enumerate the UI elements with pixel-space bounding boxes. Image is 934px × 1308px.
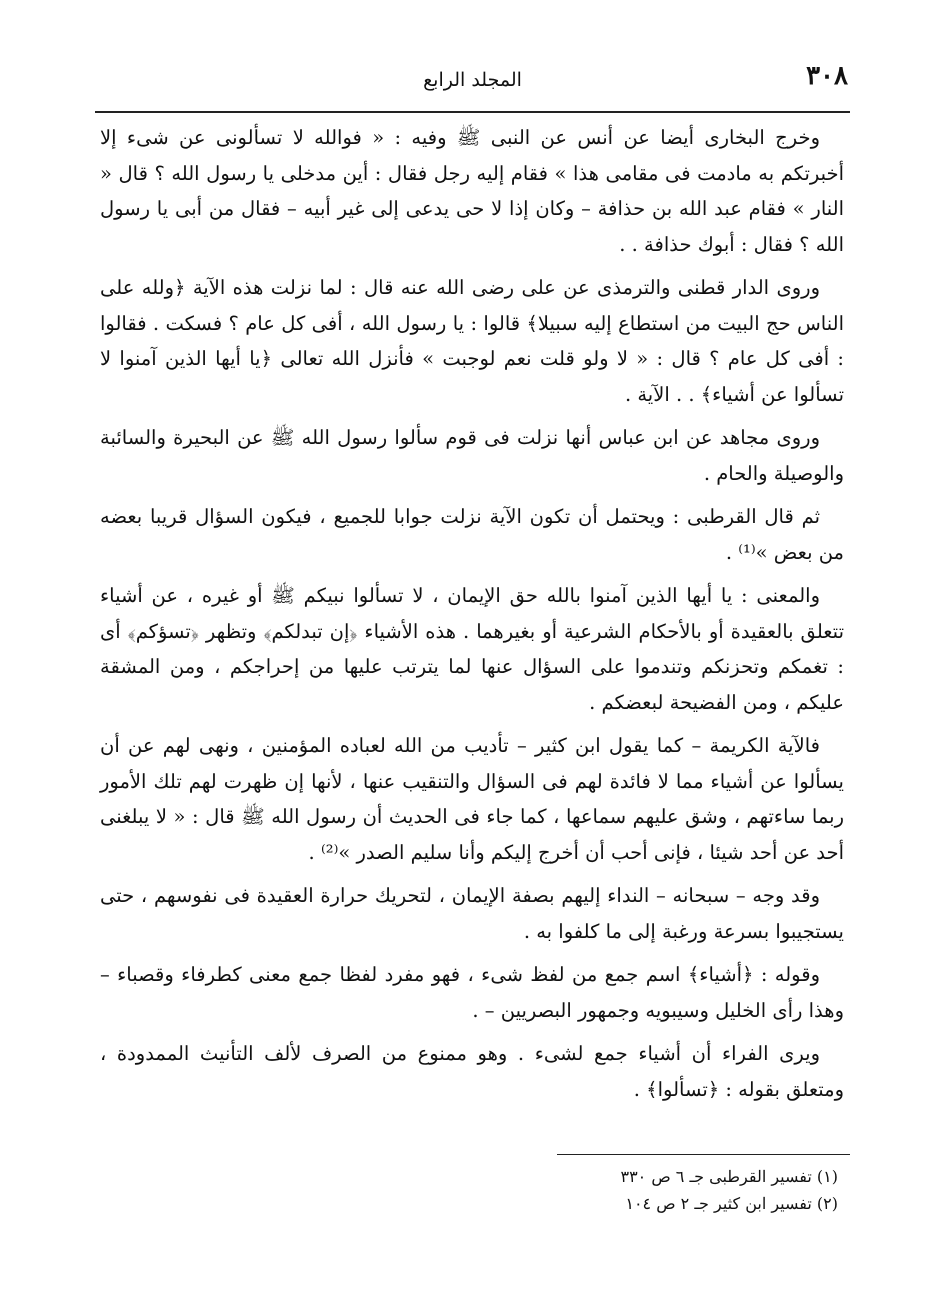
- paragraph-iman-call: وقد وجه – سبحانه – النداء إليهم بصفة الإيمان ، لتحريك حرارة العقيدة فى نفوسهم ، حتى يستجيبوا بسرعة ورغبة إلى ما كلفوا به .: [100, 884, 844, 943]
- paragraph-meaning: والمعنى : يا أيها الذين آمنوا بالله حق الإيمان ، لا تسألوا نبيكم ﷺ أو غيره ، عن أشياء تتعلق بالعقيدة أو بالأحكام الشرعية أو بغيرهما . هذه الأشياء ﴿إن تبدلكم﴾ وتظهر ﴿تسؤكم﴾ أى : تغمكم وتحزنكم وتندموا على السؤال عنها لما يترتب عليها من إحراجكم ، ومن المشقة عليكم ، ومن الفضيحة لبعضكم .: [100, 584, 844, 714]
- paragraph-farra-opinion: ويرى الفراء أن أشياء جمع لشىء . وهو ممنوع من الصرف لألف التأنيث الممدودة ، ومتعلق بقوله : ﴿تسألوا﴾ .: [100, 1042, 844, 1101]
- header-divider: [95, 111, 850, 113]
- paragraph-bukhari-hadith: وخرج البخارى أيضا عن أنس عن النبى ﷺ وفيه : « فوالله لا تسألونى عن شىء إلا أخبرتكم به مادمت فى مقامى هذا » فقام إليه رجل فقال : أين مدخلى يا رسول الله ؟ قال « النار » فقام عبد الله بن حذافة – وكان إذا لا حى يدعى إلى غير أبيه – فقال من أبى يا رسول الله ؟ فقال : أبوك حذافة . .: [100, 126, 844, 256]
- main-text: [100, 120, 844, 1115]
- footnotes: [300, 1163, 838, 1217]
- page-header: [95, 55, 850, 105]
- page-number: ٣٠٨: [806, 61, 848, 91]
- paragraph-ibn-kathir: فالآية الكريمة – كما يقول ابن كثير – تأديب من الله لعباده المؤمنين ، ونهى لهم عن أن يسألوا عن أشياء مما لا فائدة لهم فى السؤال والتنقيب عنها ، لأنها إن ظهرت لهم تلك الأمور ربما ساءتهم ، وشق عليهم سماعها ، كما جاء فى الحديث أن رسول الله ﷺ قال : « لا يبلغنى أحد عن أحد شيئا ، فإنى أحب أن أخرج إليكم وأنا سليم الصدر »⁽²⁾ .: [100, 734, 844, 864]
- footnote-divider: [557, 1154, 850, 1155]
- paragraph-daraqutni-tirmidhi: وروى الدار قطنى والترمذى عن على رضى الله عنه قال : لما نزلت هذه الآية ﴿ولله على الناس حج البيت من استطاع إليه سبيلا﴾ قالوا : يا رسول الله ، أفى كل عام ؟ فسكت . فقالوا : أفى كل عام ؟ قال : « لا ولو قلت نعم لوجبت » فأنزل الله تعالى ﴿يا أيها الذين آمنوا لا تسألوا عن أشياء﴾ . . الآية .: [100, 276, 844, 406]
- running-head-volume-title: المجلد الرابع: [423, 69, 522, 91]
- paragraph-qurtubi: ثم قال القرطبى : ويحتمل أن تكون الآية نزلت جوابا للجميع ، فيكون السؤال قريبا بعضه من بعض »⁽¹⁾ .: [100, 505, 844, 564]
- paragraph-mujahid-ibn-abbas: وروى مجاهد عن ابن عباس أنها نزلت فى قوم سألوا رسول الله ﷺ عن البحيرة والسائبة والوصيلة والحام .: [100, 426, 844, 485]
- footnote-2: (٢) تفسير ابن كثير جـ ٢ ص ١٠٤: [625, 1194, 838, 1213]
- paragraph-ashya-grammar: وقوله : ﴿أشياء﴾ اسم جمع من لفظ شىء ، فهو مفرد لفظا جمع معنى كطرفاء وقصباء – وهذا رأى الخليل وسيبويه وجمهور البصريين – .: [100, 963, 844, 1022]
- footnote-1: (١) تفسير القرطبى جـ ٦ ص ٣٣٠: [620, 1167, 838, 1186]
